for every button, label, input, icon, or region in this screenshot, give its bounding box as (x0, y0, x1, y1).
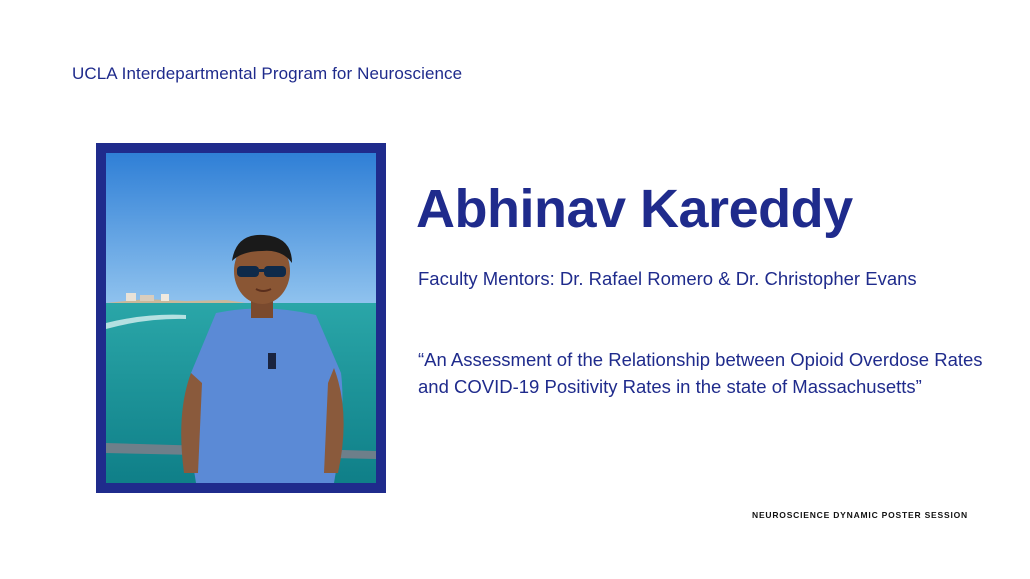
presenter-photo-frame (96, 143, 386, 493)
project-title: “An Assessment of the Relationship between Opioid Overdose Rates and COVID-19 Positivity Rates in the state of Massachusetts” (418, 349, 983, 397)
presenter-name: Abhinav Kareddy (416, 179, 853, 239)
faculty-mentors: Faculty Mentors: Dr. Rafael Romero & Dr. Christopher Evans (418, 268, 917, 289)
session-label: NEUROSCIENCE DYNAMIC POSTER SESSION (752, 510, 968, 520)
program-title: UCLA Interdepartmental Program for Neuroscience (72, 64, 463, 83)
presenter-photo (106, 153, 376, 483)
